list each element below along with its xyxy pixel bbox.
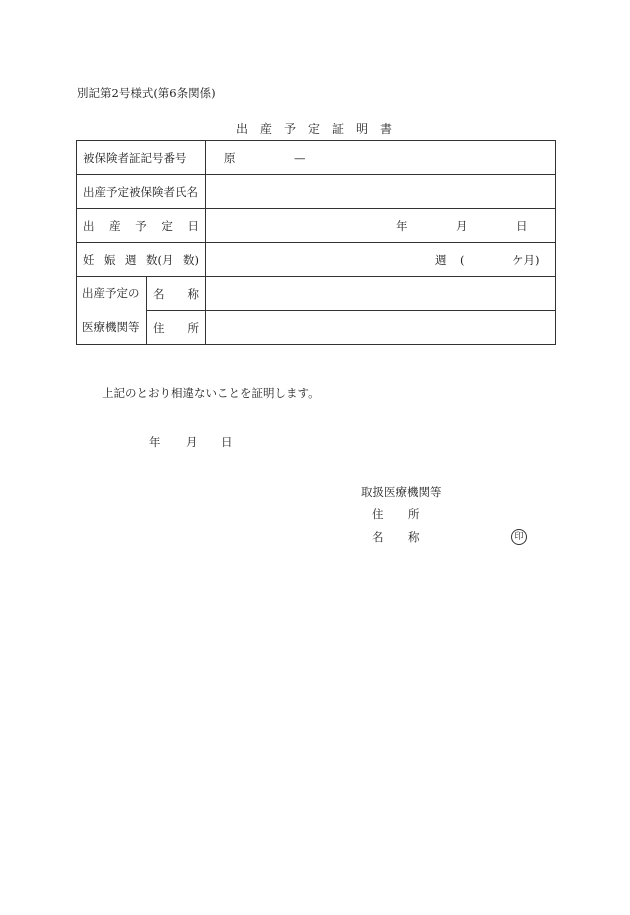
- gestation-char: 娠: [104, 252, 116, 267]
- facility-group-top: 出産予定の: [82, 286, 140, 300]
- due-month-label: 月: [456, 218, 468, 233]
- due-day-label: 日: [516, 218, 528, 233]
- signer-address-char: 住: [372, 507, 384, 521]
- facility-address-char: 所: [187, 320, 199, 335]
- due-date-char: 予: [135, 218, 147, 233]
- gestation-field[interactable]: [206, 243, 556, 277]
- gestation-char: 週: [125, 252, 137, 267]
- gestation-week-label: 週: [435, 252, 447, 267]
- certification-statement: 上記のとおり相違ないことを証明します。: [102, 386, 320, 400]
- insurance-number-field[interactable]: [206, 141, 556, 175]
- signer-name-char: 名: [372, 530, 384, 544]
- facility-group-bottom: 医療機関等: [82, 320, 140, 334]
- certificate-table: [76, 140, 556, 345]
- insured-name-label: 出産予定被保険者氏名: [77, 175, 206, 209]
- row-facility-address: [77, 311, 556, 345]
- signer-name-char: 称: [408, 530, 420, 544]
- facility-address-label: [147, 311, 206, 345]
- facility-name-field[interactable]: [206, 277, 556, 311]
- cert-day-label: 日: [221, 435, 233, 449]
- due-year-label: 年: [396, 218, 408, 233]
- insurance-dash: —: [294, 150, 306, 165]
- facility-name-label: [147, 277, 206, 311]
- due-date-label: [77, 209, 206, 243]
- due-date-field[interactable]: [206, 209, 556, 243]
- due-date-char: 産: [109, 218, 121, 233]
- signer-org-label: 取扱医療機関等: [361, 485, 442, 499]
- form-title: 出産予定証明書: [236, 122, 405, 136]
- facility-name-char: 称: [187, 286, 199, 301]
- row-insured-name: [77, 175, 556, 209]
- seal-icon: 印: [511, 529, 527, 545]
- gestation-char: 数(月: [146, 252, 174, 267]
- facility-address-char: 住: [153, 320, 165, 335]
- facility-name-char: 名: [153, 286, 165, 301]
- insurance-prefix: 原: [224, 150, 236, 165]
- row-facility-name: [77, 277, 556, 311]
- cert-year-label: 年: [149, 435, 161, 449]
- gestation-char: 妊: [83, 252, 95, 267]
- gestation-char: 数): [183, 252, 199, 267]
- due-date-char: 日: [187, 218, 199, 233]
- gestation-months-label: ケ月): [512, 252, 540, 267]
- gestation-paren-open: (: [460, 252, 465, 267]
- due-date-char: 出: [83, 218, 95, 233]
- form-reference: 別記第2号様式(第6条関係): [77, 86, 216, 100]
- insurance-number-label: 被保険者証記号番号: [77, 141, 206, 175]
- due-date-char: 定: [161, 218, 173, 233]
- cert-month-label: 月: [186, 435, 198, 449]
- gestation-label: [77, 243, 206, 277]
- row-due-date: [77, 209, 556, 243]
- insured-name-field[interactable]: [206, 175, 556, 209]
- facility-group-label: [77, 277, 147, 345]
- facility-address-field[interactable]: [206, 311, 556, 345]
- row-gestation: [77, 243, 556, 277]
- row-insurance-number: [77, 141, 556, 175]
- signer-address-char: 所: [408, 507, 420, 521]
